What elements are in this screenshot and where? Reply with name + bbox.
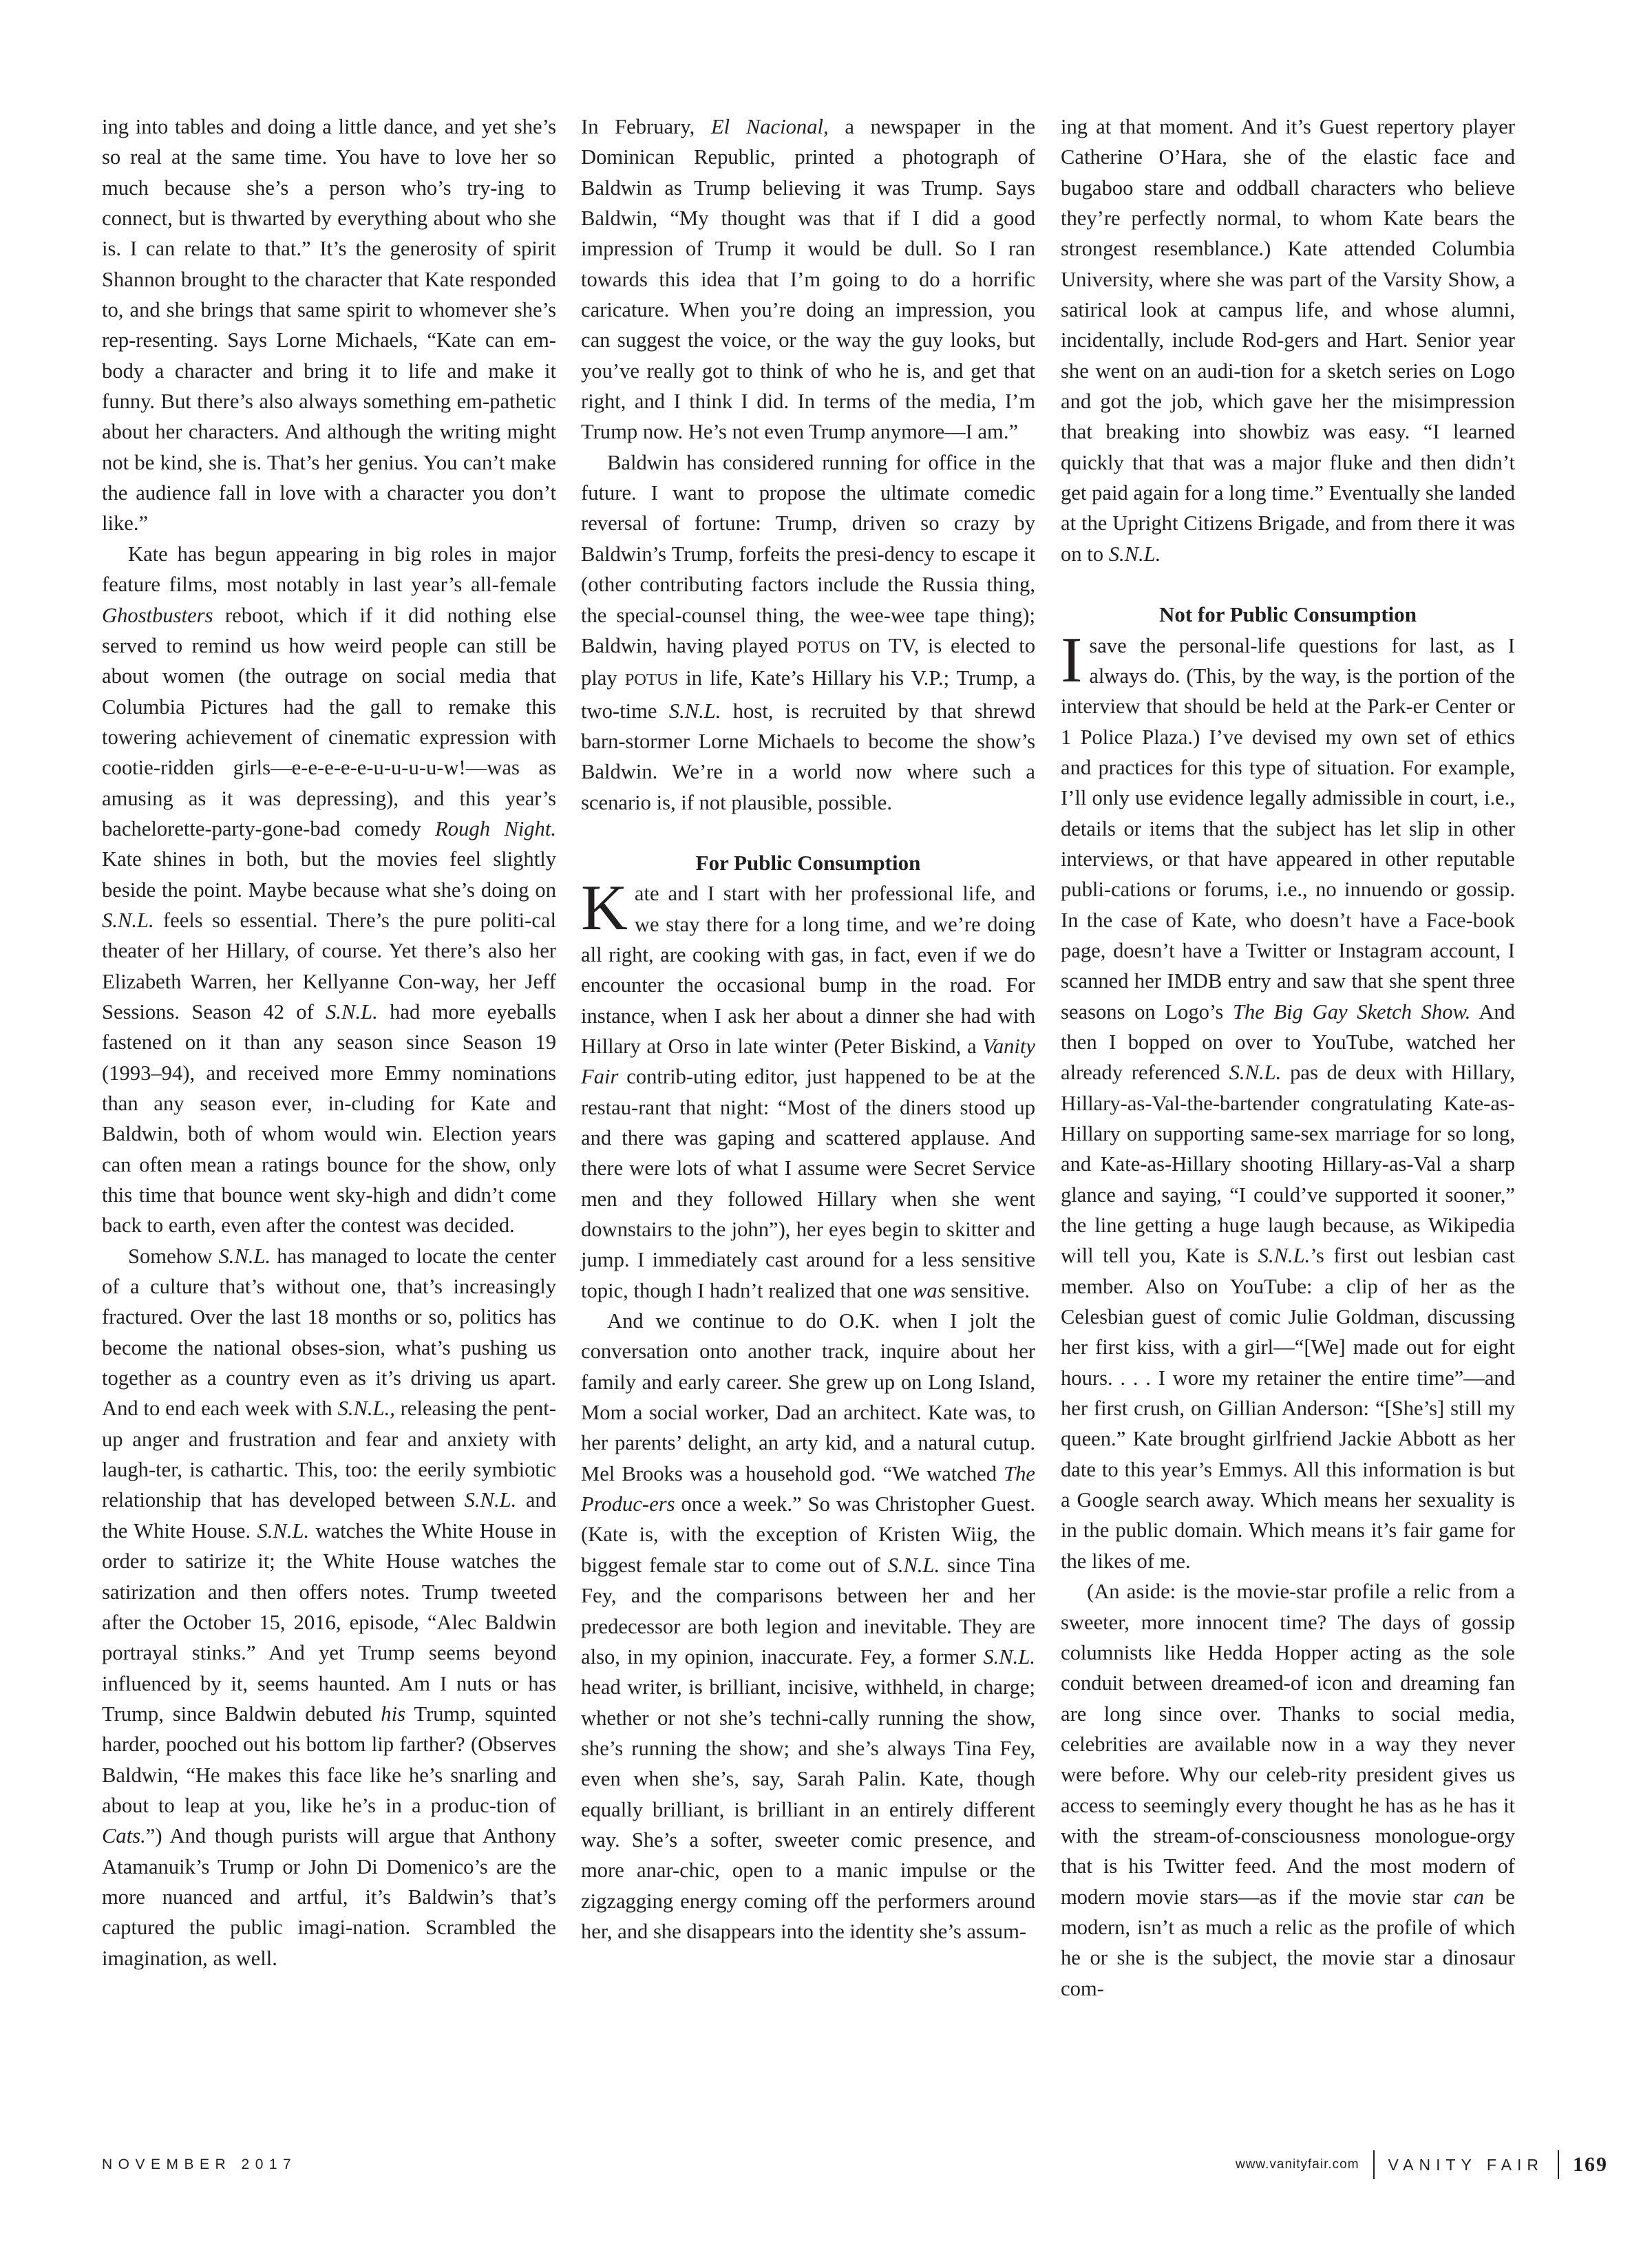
- paragraph: In February, El Nacional, a newspaper in the Dominican Republic, printed a photograph of Baldwin as Trump believing it was Trump. Says Baldwin, “My thought was that if I did a good impression of Trump it would be dull. So I ran towards this idea that I’m going to do a horrific caricature. When you’re doing an impression, you can suggest the voice, or the way the guy looks, but you’ve really got to think of who he is, and get that right, and I think I did. In terms of the media, I’m Trump now. He’s not even Trump anymore—I am.”: [581, 115, 1035, 444]
- page-footer: [1236, 2150, 1608, 2179]
- footer-divider: [1558, 2150, 1559, 2179]
- paragraph: Baldwin has considered running for office in the future. I want to propose the ultimate comedic reversal of fortune: Trump, driven so crazy by Baldwin’s Trump, forfeits the presi-dency to escape it (other contributing factors include the Russia thing, the special-counsel thing, the wee-wee tape thing); Baldwin, having played POTUS on TV, is elected to play POTUS in life, Kate’s Hillary his V.P.; Trump, a two-time S.N.L. host, is recruited by that shrewd barn-stormer Lorne Michaels to become the show’s Baldwin. We’re in a world now where such a scenario is, if not plausible, possible.: [581, 450, 1035, 814]
- paragraph: I save the personal-life questions for last, as I always do. (This, by the way, is the portion of the interview that should be held at the Park-er Center or 1 Police Plaza.) I’ve devised my own set of ethics and practices for this type of situation. For example, I’ll only use evidence legally admissible in court, i.e., details or items that the subject has let slip in other interviews, or that have appeared in other reputable publi-cations or forums, i.e., no innuendo or gossip. In the case of Kate, who doesn’t have a Face-book page, doesn’t have a Twitter or Instagram account, I scanned her IMDB entry and saw that she spent three seasons on Logo’s The Big Gay Sketch Show. And then I bopped on over to YouTube, watched her already referenced S.N.L. pas de deux with Hillary, Hillary-as-Val-the-bartender congratulating Kate-as-Hillary on supporting same-sex marriage for so long, and Kate-as-Hillary shooting Hillary-as-Val a sharp glance and saying, “I could’ve supported it sooner,” the line getting a huge laugh because, as Wikipedia will tell you, Kate is S.N.L.’s first out lesbian cast member. Also on YouTube: a clip of her as the Celesbian guest of comic Julie Goldman, discussing her first kiss, with a girl—“[We] made out for eight hours. . . . I wore my retainer the entire time”—and her first crush, on Gillian Anderson: “[She’s] still my queen.” Kate brought girlfriend Jackie Abbott as her date to this year’s Emmys. All this information is but a Google search away. Which means her sexuality is in the public domain. Which means it’s fair game for the likes of me.: [1061, 624, 1515, 1573]
- paragraph: ing at that moment. And it’s Guest repertory player Catherine O’Hara, she of the elastic face and bugaboo stare and oddball characters who believe they’re perfectly normal, to whom Kate bears the strongest resemblance.) Kate attended Columbia University, where she was part of the Varsity Show, a satirical look at campus life, and whose alumni, incidentally, include Rod-gers and Hart. Senior year she went on an audi-tion for a sketch series on Logo and got the job, which gave her the misimpression that breaking into showbiz was easy. “I learned quickly that that was a major fluke and then didn’t get paid again for a long time.” Eventually she landed at the Upright Citizens Brigade, and from there it was on to S.N.L.: [1061, 115, 1515, 566]
- page-number: 169: [1573, 2153, 1608, 2176]
- paragraph: And we continue to do O.K. when I jolt the conversation onto another track, inquire about her family and early career. She grew up on Long Island, Mom a social worker, Dad an architect. Kate was, to her parents’ delight, an arty kid, and a natural cutup. Mel Brooks was a household god. “We watched The Produc-ers once a week.” So was Christopher Guest. (Kate is, with the exception of Kristen Wiig, the biggest female star to come out of S.N.L. since Tina Fey, and the comparisons between her and her predecessor are both legion and inevitable. They are also, in my opinion, inaccurate. Fey, a former S.N.L. head writer, is brilliant, incisive, withheld, in charge; whether or not she’s techni-cally running the show, she’s running the show; and she’s always Tina Fey, even when she’s, say, Sarah Palin. Kate, though equally brilliant, is brilliant in an entirely different way. She’s a softer, sweeter comic presence, and more anar-chic, open to a manic impulse or the zigzagging energy coming off the performers around her, and she disappears into the identity she’s assum-: [581, 1309, 1036, 1943]
- website-url: www.vanityfair.com: [1235, 2157, 1359, 2172]
- paragraph: (An aside: is the movie-star profile a relic from a sweeter, more innocent time? The days of gossip columnists like Hedda Hopper acting as the sole conduit between dreamed-of icon and dreaming fan are long since over. Thanks to social media, celebrities are available now in a way they never were before. Why our celeb-rity president gives us access to seemingly every thought he has as he has it with the stream-of-consciousness monologue-orgy that is his Twitter feed. And the most modern of modern movie stars—as if the movie star can be modern, isn’t as much a relic as the profile of which he or she is the subject, the movie star a dinosaur com-: [1061, 1580, 1516, 2000]
- section-subhead: Not for Public Consumption: [1158, 602, 1417, 627]
- paragraph: Kate has begun appearing in big roles in major feature films, most notably in last year’s all-female Ghostbusters reboot, which if it did nothing else served to remind us how weird people can still be about women (the outrage on social media that Columbia Pictures had the gall to remake this towering achievement of cinematic expression with cootie-ridden girls—e-e-e-e-e-u-u-u-u-w!—was as amusing as it was depressing), and this year’s bachelorette-party-gone-bad comedy Rough Night. Kate shines in both, but the movies feel slightly beside the point. Maybe because what she’s doing on S.N.L. feels so essential. There’s the pure politi-cal theater of her Hillary, of course. Yet there’s also her Elizabeth Warren, her Kellyanne Con-way, her Jeff Sessions. Season 42 of S.N.L. had more eyeballs fastened on it than any season since Season 19 (1993–94), and received more Emmy nominations than any season ever, in-cluding for Kate and Baldwin, both of whom would win. Election years can often mean a ratings bounce for the show, only this time that bounce went sky-high and didn’t come back to earth, even after the contest was decided.: [102, 542, 556, 1238]
- magazine-name: VANITY FAIR: [1388, 2155, 1544, 2174]
- drop-cap: I: [1061, 624, 1083, 696]
- column-middle: [581, 112, 1035, 1947]
- section-subhead: For Public Consumption: [695, 850, 921, 875]
- column-left: [102, 112, 556, 1973]
- drop-cap: K: [581, 872, 628, 944]
- column-right: [1061, 112, 1515, 2004]
- issue-date: NOVEMBER 2017: [102, 2157, 297, 2172]
- footer-divider: [1373, 2150, 1375, 2179]
- paragraph: Kate and I start with her professional life, and we stay there for a long time, and we’re doing all right, are cooking with gas, in fact, even if we do encounter the occasional bump in the road. For instance, when I ask her about a dinner she had with Hillary at Orso in late winter (Peter Biskind, a Vanity Fair contrib-uting editor, just happened to be at the restau-rant that night: “Most of the diners stood up and there was gaping and scattered applause. And there were lots of what I assume were Secret Service men and they followed Hillary when she went downstairs to the john”), her eyes begin to skitter and jump. I immediately cast around for a less sensitive topic, though I hadn’t realized that one was sensitive.: [581, 872, 1035, 1302]
- paragraph: Somehow S.N.L. has managed to locate the center of a culture that’s without one, that’s increasingly fractured. Over the last 18 months or so, politics has become the national obses-sion, what’s pushing us together as a country even as it’s driving us apart. And to end each week with S.N.L., releasing the pent-up anger and frustration and fear and anxiety with laugh-ter, is cathartic. This, too: the eerily symbiotic relationship that has developed between S.N.L. and the White House. S.N.L. watches the White House in order to satirize it; the White House watches the satirization and then offers notes. Trump tweeted after the October 15, 2016, episode, “Alec Baldwin portrayal stinks.” And yet Trump seems beyond influenced by it, seems haunted. Am I nuts or has Trump, since Baldwin debuted his Trump, squinted harder, pooched out his bottom lip farther? (Observes Baldwin, “He makes this face like he’s snarling and about to leap at you, like he’s in a produc-tion of Cats.”) And though purists will argue that Anthony Atamanuik’s Trump or John Di Domenico’s are the more nuanced and artful, it’s Baldwin’s that’s captured the public imagi-nation. Scrambled the imagination, as well.: [102, 1244, 557, 1970]
- paragraph: ing into tables and doing a little dance, and yet she’s so real at the same time. You have to love her so much because she’s a person who’s try-ing to connect, but is thwarted by everything about who she is. I can relate to that.” It’s the generosity of spirit Shannon brought to the character that Kate responded to, and she brings that same spirit to whomever she’s rep-resenting. Says Lorne Michaels, “Kate can em-body a character and bring it to life and make it funny. But there’s also always something em-pathetic about her characters. And although the writing might not be kind, she is. That’s her genius. You can’t make the audience fall in love with a character you don’t like.”: [102, 115, 556, 536]
